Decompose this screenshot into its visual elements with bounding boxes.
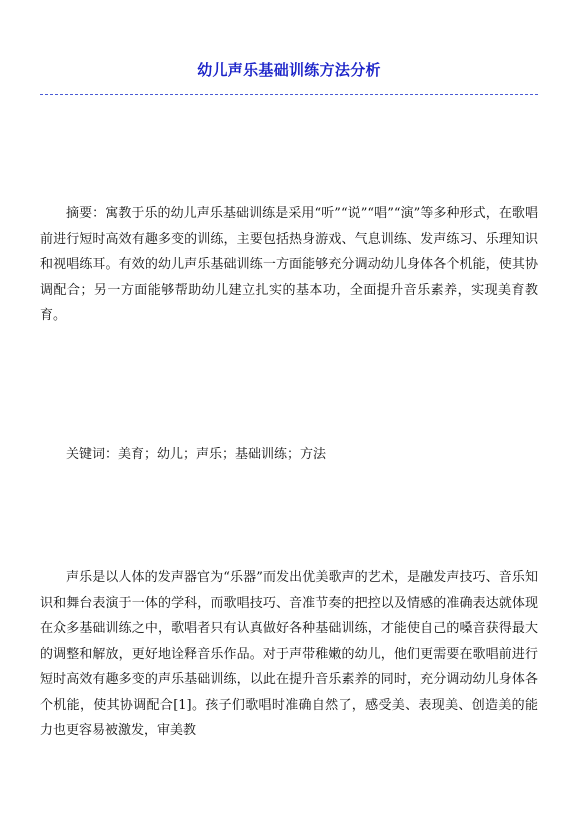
document-title: 幼儿声乐基础训练方法分析 — [197, 61, 381, 79]
keywords-paragraph: 关键词：美育；幼儿；声乐；基础训练；方法 — [66, 447, 327, 462]
body-paragraph: 声乐是以人体的发声器官为“乐器”而发出优美歌声的艺术，是融发声技巧、音乐知识和舞台表演于一体的学科，而歌唱技巧、音准节奏的把控以及情感的准确表达就体现在众多基础训练之中，歌唱者只有认真做好各种基础训练，才能使自己的嗓音获得最大的调整和解放，更好地诠释音乐作品。对于声带稚嫩的幼儿，他们更需要在歌唱前进行短时高效有趣多变的声乐基础训练，以此在提升音乐素养的同时，充分调动幼儿身体各个机能，使其协调配合[1]。孩子们歌唱时准确自然了，感受美、表现美、创造美的能力也更容易被激发，审美教 — [40, 570, 538, 738]
abstract-paragraph: 摘要：寓教于乐的幼儿声乐基础训练是采用“听”“说”“唱”“演”等多种形式，在歌唱前进行短时高效有趣多变的训练，主要包括热身游戏、气息训练、发声练习、乐理知识和视唱练耳。有效的幼儿声乐基础训练一方面能够充分调动幼儿身体各个机能，使其协调配合；另一方面能够帮助幼儿建立扎实的基本功，全面提升音乐素养，实现美育教育。 — [40, 206, 538, 323]
title-divider — [40, 94, 538, 95]
